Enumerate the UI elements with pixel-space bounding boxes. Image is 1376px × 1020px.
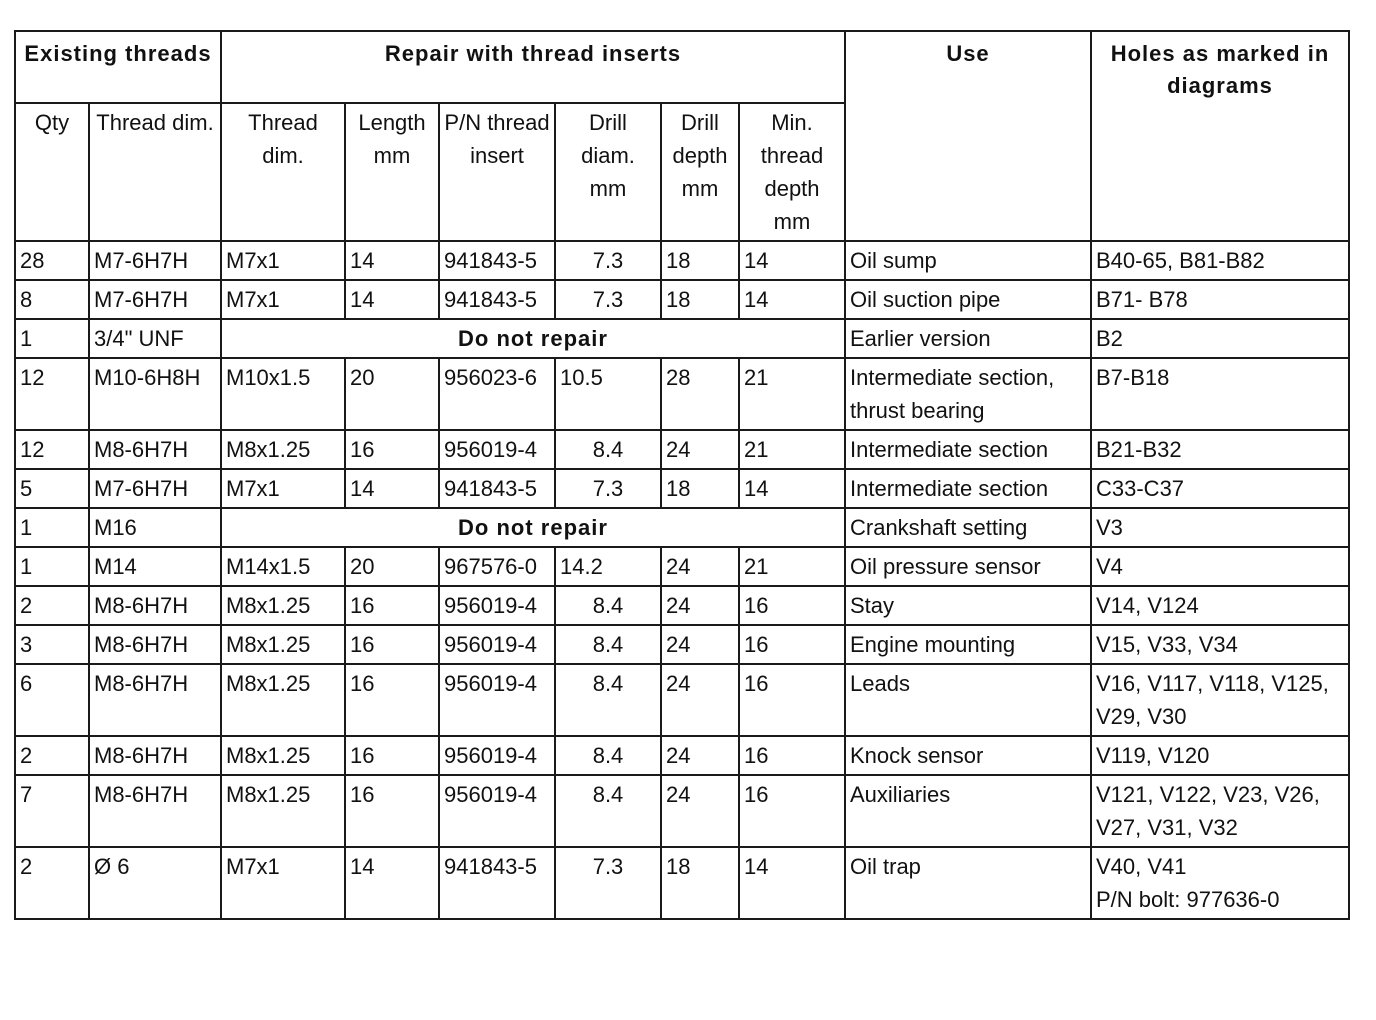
- cell-use: Oil suction pipe: [845, 280, 1091, 319]
- cell-drill-diam: 7.3: [555, 280, 661, 319]
- cell-holes: [1091, 847, 1349, 919]
- thread-repair-table: [14, 30, 1350, 920]
- cell-holes: B2: [1091, 319, 1349, 358]
- cell-repair-thread: M10x1.5: [221, 358, 345, 430]
- cell-min-depth: 14: [739, 241, 845, 280]
- cell-drill-depth: 18: [661, 241, 739, 280]
- cell-length: 20: [345, 547, 439, 586]
- cell-min-depth: 21: [739, 430, 845, 469]
- cell-use: Auxiliaries: [845, 775, 1091, 847]
- cell-drill-diam: 7.3: [555, 469, 661, 508]
- cell-use: Oil trap: [845, 847, 1091, 919]
- cell-drill-diam: 8.4: [555, 430, 661, 469]
- cell-qty: 12: [15, 358, 89, 430]
- cell-qty: 2: [15, 847, 89, 919]
- cell-min-depth: 21: [739, 358, 845, 430]
- cell-repair-thread: M8x1.25: [221, 430, 345, 469]
- cell-drill-depth: 24: [661, 547, 739, 586]
- cell-qty: 2: [15, 586, 89, 625]
- cell-length: 14: [345, 280, 439, 319]
- cell-qty: 6: [15, 664, 89, 736]
- table-row: [15, 847, 1349, 919]
- header-existing-thread-dim: Thread dim.: [89, 103, 221, 241]
- cell-qty: 28: [15, 241, 89, 280]
- cell-holes: V15, V33, V34: [1091, 625, 1349, 664]
- cell-pn: 941843-5: [439, 469, 555, 508]
- cell-repair-thread: M7x1: [221, 469, 345, 508]
- cell-holes: B7-B18: [1091, 358, 1349, 430]
- cell-thread: M8-6H7H: [89, 736, 221, 775]
- cell-qty: 7: [15, 775, 89, 847]
- table-row: [15, 469, 1349, 508]
- cell-qty: 3: [15, 625, 89, 664]
- cell-length: 14: [345, 241, 439, 280]
- table-row: [15, 586, 1349, 625]
- cell-thread: M8-6H7H: [89, 430, 221, 469]
- cell-drill-depth: 28: [661, 358, 739, 430]
- cell-repair-thread: M7x1: [221, 241, 345, 280]
- table-row: [15, 241, 1349, 280]
- cell-drill-diam: 8.4: [555, 664, 661, 736]
- header-holes: Holes as marked in diagrams: [1091, 31, 1349, 241]
- cell-holes: V16, V117, V118, V125, V29, V30: [1091, 664, 1349, 736]
- cell-qty: 1: [15, 508, 89, 547]
- cell-use: Intermediate section: [845, 469, 1091, 508]
- cell-pn: 956019-4: [439, 625, 555, 664]
- cell-holes: V3: [1091, 508, 1349, 547]
- cell-thread: M10-6H8H: [89, 358, 221, 430]
- cell-use: Leads: [845, 664, 1091, 736]
- cell-qty: 1: [15, 319, 89, 358]
- cell-length: 14: [345, 847, 439, 919]
- cell-drill-diam: 14.2: [555, 547, 661, 586]
- cell-repair-thread: M8x1.25: [221, 625, 345, 664]
- cell-holes: B21-B32: [1091, 430, 1349, 469]
- table-row: [15, 280, 1349, 319]
- cell-thread: M7-6H7H: [89, 469, 221, 508]
- table-row: [15, 508, 1349, 547]
- cell-repair-thread: M8x1.25: [221, 775, 345, 847]
- cell-thread: M7-6H7H: [89, 280, 221, 319]
- header-repair-inserts: Repair with thread inserts: [221, 31, 845, 103]
- header-pn-insert: P/N thread insert: [439, 103, 555, 241]
- table-row: [15, 319, 1349, 358]
- cell-min-depth: 16: [739, 736, 845, 775]
- cell-min-depth: 16: [739, 775, 845, 847]
- table-row: [15, 625, 1349, 664]
- cell-length: 20: [345, 358, 439, 430]
- table-row: [15, 775, 1349, 847]
- cell-thread: M8-6H7H: [89, 586, 221, 625]
- cell-pn: 956019-4: [439, 430, 555, 469]
- cell-min-depth: 16: [739, 664, 845, 736]
- cell-pn: 967576-0: [439, 547, 555, 586]
- cell-min-depth: 14: [739, 280, 845, 319]
- cell-holes: V4: [1091, 547, 1349, 586]
- cell-drill-depth: 18: [661, 280, 739, 319]
- cell-thread: M8-6H7H: [89, 664, 221, 736]
- cell-min-depth: 16: [739, 586, 845, 625]
- cell-drill-diam: 8.4: [555, 625, 661, 664]
- header-length: Length mm: [345, 103, 439, 241]
- cell-repair-thread: M7x1: [221, 847, 345, 919]
- cell-thread: 3/4" UNF: [89, 319, 221, 358]
- cell-drill-depth: 24: [661, 736, 739, 775]
- cell-drill-diam: 7.3: [555, 847, 661, 919]
- cell-drill-diam: 7.3: [555, 241, 661, 280]
- cell-drill-diam: 8.4: [555, 736, 661, 775]
- cell-holes: V119, V120: [1091, 736, 1349, 775]
- header-qty: Qty: [15, 103, 89, 241]
- cell-pn: 956019-4: [439, 775, 555, 847]
- cell-drill-depth: 18: [661, 847, 739, 919]
- cell-pn: 956023-6: [439, 358, 555, 430]
- cell-qty: 2: [15, 736, 89, 775]
- table-row: [15, 430, 1349, 469]
- cell-thread: M16: [89, 508, 221, 547]
- cell-qty: 1: [15, 547, 89, 586]
- cell-length: 14: [345, 469, 439, 508]
- header-row-top: [15, 31, 1349, 103]
- cell-pn: 941843-5: [439, 847, 555, 919]
- header-repair-thread-dim: Thread dim.: [221, 103, 345, 241]
- cell-drill-diam: 8.4: [555, 775, 661, 847]
- cell-min-depth: 14: [739, 847, 845, 919]
- cell-drill-depth: 24: [661, 775, 739, 847]
- cell-use: Crankshaft setting: [845, 508, 1091, 547]
- cell-qty: 12: [15, 430, 89, 469]
- cell-pn: 956019-4: [439, 586, 555, 625]
- cell-use: Oil sump: [845, 241, 1091, 280]
- cell-use: Earlier version: [845, 319, 1091, 358]
- cell-repair-thread: M8x1.25: [221, 664, 345, 736]
- cell-min-depth: 16: [739, 625, 845, 664]
- cell-use: Intermediate section: [845, 430, 1091, 469]
- cell-pn: 941843-5: [439, 241, 555, 280]
- cell-thread: M8-6H7H: [89, 775, 221, 847]
- header-use: Use: [845, 31, 1091, 241]
- cell-min-depth: 14: [739, 469, 845, 508]
- table-row: [15, 358, 1349, 430]
- cell-thread: M7-6H7H: [89, 241, 221, 280]
- cell-use: Knock sensor: [845, 736, 1091, 775]
- cell-holes: B71- B78: [1091, 280, 1349, 319]
- cell-drill-depth: 24: [661, 430, 739, 469]
- cell-qty: 8: [15, 280, 89, 319]
- table-row: [15, 736, 1349, 775]
- cell-length: 16: [345, 775, 439, 847]
- header-drill-depth: Drill depth mm: [661, 103, 739, 241]
- cell-min-depth: 21: [739, 547, 845, 586]
- cell-use: Intermediate section, thrust bearing: [845, 358, 1091, 430]
- cell-drill-depth: 24: [661, 625, 739, 664]
- table-row: [15, 664, 1349, 736]
- holes-value: V40, V41: [1096, 854, 1187, 879]
- cell-do-not-repair: Do not repair: [221, 508, 845, 547]
- cell-drill-depth: 24: [661, 586, 739, 625]
- cell-pn: 941843-5: [439, 280, 555, 319]
- cell-pn: 956019-4: [439, 736, 555, 775]
- cell-thread: M8-6H7H: [89, 625, 221, 664]
- bolt-pn-note: P/N bolt: 977636-0: [1096, 887, 1280, 912]
- cell-use: Engine mounting: [845, 625, 1091, 664]
- cell-length: 16: [345, 625, 439, 664]
- cell-repair-thread: M8x1.25: [221, 586, 345, 625]
- cell-use: Stay: [845, 586, 1091, 625]
- cell-drill-depth: 24: [661, 664, 739, 736]
- table-row: [15, 547, 1349, 586]
- cell-length: 16: [345, 736, 439, 775]
- cell-qty: 5: [15, 469, 89, 508]
- cell-holes: V121, V122, V23, V26, V27, V31, V32: [1091, 775, 1349, 847]
- header-drill-diam: Drill diam. mm: [555, 103, 661, 241]
- cell-repair-thread: M14x1.5: [221, 547, 345, 586]
- cell-thread: M14: [89, 547, 221, 586]
- cell-repair-thread: M8x1.25: [221, 736, 345, 775]
- cell-do-not-repair: Do not repair: [221, 319, 845, 358]
- header-min-thread-depth: Min. thread depth mm: [739, 103, 845, 241]
- cell-drill-diam: 10.5: [555, 358, 661, 430]
- cell-length: 16: [345, 430, 439, 469]
- cell-length: 16: [345, 586, 439, 625]
- cell-length: 16: [345, 664, 439, 736]
- cell-use: Oil pressure sensor: [845, 547, 1091, 586]
- cell-drill-diam: 8.4: [555, 586, 661, 625]
- cell-pn: 956019-4: [439, 664, 555, 736]
- cell-repair-thread: M7x1: [221, 280, 345, 319]
- cell-holes: V14, V124: [1091, 586, 1349, 625]
- cell-holes: B40-65, B81-B82: [1091, 241, 1349, 280]
- cell-drill-depth: 18: [661, 469, 739, 508]
- cell-holes: C33-C37: [1091, 469, 1349, 508]
- cell-thread: Ø 6: [89, 847, 221, 919]
- header-existing-threads: Existing threads: [15, 31, 221, 103]
